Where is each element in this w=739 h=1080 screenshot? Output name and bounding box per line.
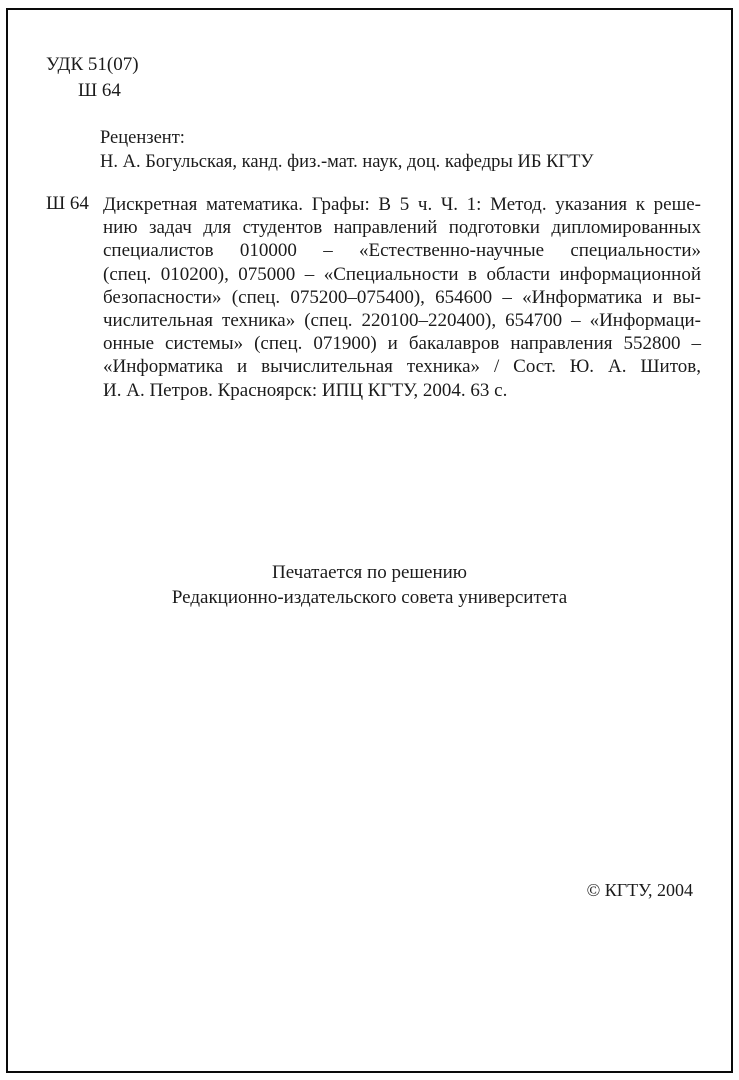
udk-number: УДК 51(07): [46, 54, 139, 75]
annotation-line: «Информатика и вычислительная техника» / Сост. Ю. А. Шитов,: [103, 356, 701, 378]
reviewer-name: Н. А. Богульская, канд. физ.-мат. наук, доц. кафедры ИБ КГТУ: [100, 152, 594, 172]
annotation-line: И. А. Петров. Красноярск: ИПЦ КГТУ, 2004. 63 с.: [103, 379, 508, 401]
reviewer-label: Рецензент:: [100, 128, 185, 148]
annotation-line: нию задач для студентов направлений подготовки дипломированных: [103, 217, 701, 239]
annotation-line: безопасности» (спец. 075200–075400), 654600 – «Информатика и вы-: [103, 286, 701, 308]
imprint-line-1: Печатается по решению: [272, 562, 467, 583]
annotation-line: (спец. 010200), 075000 – «Специальности в области информационной: [103, 263, 701, 285]
copyright-notice: © КГТУ, 2004: [586, 880, 693, 900]
annotation-paragraph: [103, 193, 701, 402]
annotation-line: Дискретная математика. Графы: В 5 ч. Ч. 1: Метод. указания к реше-: [103, 194, 701, 215]
classification-block: [46, 52, 139, 104]
annotation-line: онные системы» (спец. 071900) и бакалавров направления 552800 –: [103, 333, 701, 355]
bbk-code: Ш 64: [78, 80, 121, 101]
imprint-line-2: Редакционно-издательского совета университета: [171, 587, 568, 608]
imprint-block: [0, 560, 739, 610]
reviewer-block: [100, 126, 594, 174]
annotation-code: Ш 64: [46, 193, 89, 214]
annotation-line: числительная техника» (спец. 220100–220400), 654700 – «Информаци-: [103, 310, 701, 332]
annotation-line: специалистов 010000 – «Естественно-научные специальности»: [103, 240, 701, 262]
